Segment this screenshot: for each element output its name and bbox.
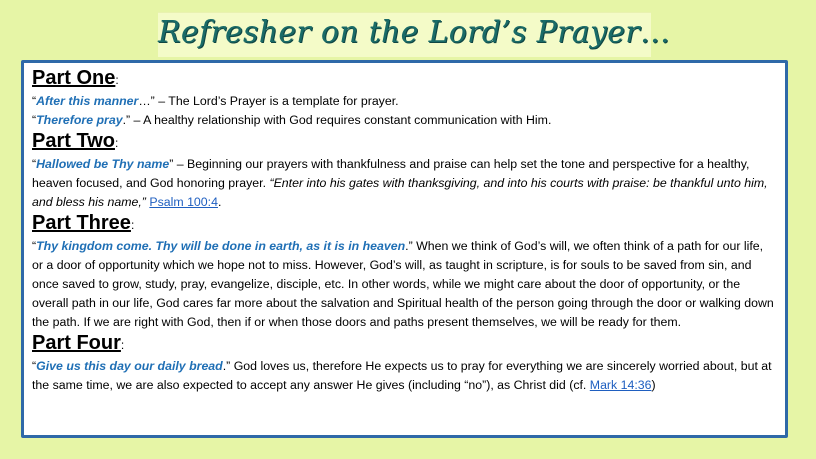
paragraph-end: ) — [651, 378, 656, 392]
heading-text: Part Four — [32, 332, 121, 354]
heading-colon: : — [115, 73, 119, 87]
paragraph — [32, 92, 777, 111]
paragraph — [32, 111, 777, 130]
section-heading — [32, 212, 777, 237]
section-part-three — [32, 212, 777, 332]
paragraph-text: …” – The Lord’s Prayer is a template for prayer. — [138, 94, 399, 108]
open-quote: “ — [32, 94, 37, 108]
slide-title: Refresher on the Lord’s Prayer… — [158, 15, 671, 50]
paragraph — [32, 237, 777, 332]
scripture-quote: Hallowed be Thy name — [36, 157, 170, 171]
paragraph-text: ” – Beginning our prayers with thankfulness and praise can help set the tone and perspective for a healthy, heaven focused, and God honoring prayer. — [32, 157, 750, 190]
paragraph-text: .” – A healthy relationship with God requires constant communication with Him. — [122, 113, 552, 127]
heading-text: Part Three — [32, 212, 131, 234]
paragraph — [32, 357, 777, 395]
heading-colon: : — [120, 338, 125, 352]
scripture-quote: Therefore pray — [36, 113, 123, 127]
paragraph — [32, 155, 777, 212]
section-heading — [32, 332, 777, 357]
open-quote: “ — [32, 157, 37, 171]
scripture-quote: Give us this day our daily bread — [36, 359, 223, 373]
paragraph-text: .” When we think of God’s will, we often think of a path for our life, or a door of opportunity which we hope not to miss. However, God’s will, as taught in scripture, is for souls to be saved from sin, and once saved to grow, study, pray, evangelize, disciple, etc. In other words, while we might care about the door of opportunity, or the overall path in our life, God cares far more about the salvation and Spiritual health of the person going through the door or walking down the path. If we are right with God, then if or when those doors and paths present themselves, we will be ready for them. — [32, 239, 774, 329]
section-heading — [32, 130, 777, 155]
scripture-citation-text: “Enter into his gates with thanksgiving, and into his courts with praise: be thankful unto him, and bless his name,” — [32, 176, 768, 209]
psalm-reference-link[interactable]: Psalm 100:4 — [149, 195, 218, 209]
scripture-quote: After this manner — [36, 94, 139, 108]
scripture-quote: Thy kingdom come. Thy will be done in earth, as it is in heaven — [36, 239, 406, 253]
section-heading — [32, 67, 777, 92]
heading-colon: : — [130, 218, 135, 232]
open-quote: “ — [32, 239, 37, 253]
title-banner — [158, 12, 671, 57]
open-quote: “ — [32, 113, 37, 127]
heading-text: Part One — [32, 67, 116, 89]
content-box — [21, 60, 788, 438]
section-part-one — [32, 67, 777, 130]
paragraph-text: .” God loves us, therefore He expects us to pray for everything we are sincerely worried about, but at the same time, we are also expected to accept any answer He gives (including “no”), as Christ did (cf. — [32, 359, 772, 392]
section-part-four — [32, 332, 777, 395]
mark-reference-link[interactable]: Mark 14:36 — [589, 378, 652, 392]
open-quote: “ — [32, 359, 37, 373]
heading-colon: : — [114, 136, 119, 150]
paragraph-end: . — [217, 195, 222, 209]
heading-text: Part Two — [32, 130, 115, 152]
section-part-two — [32, 130, 777, 212]
